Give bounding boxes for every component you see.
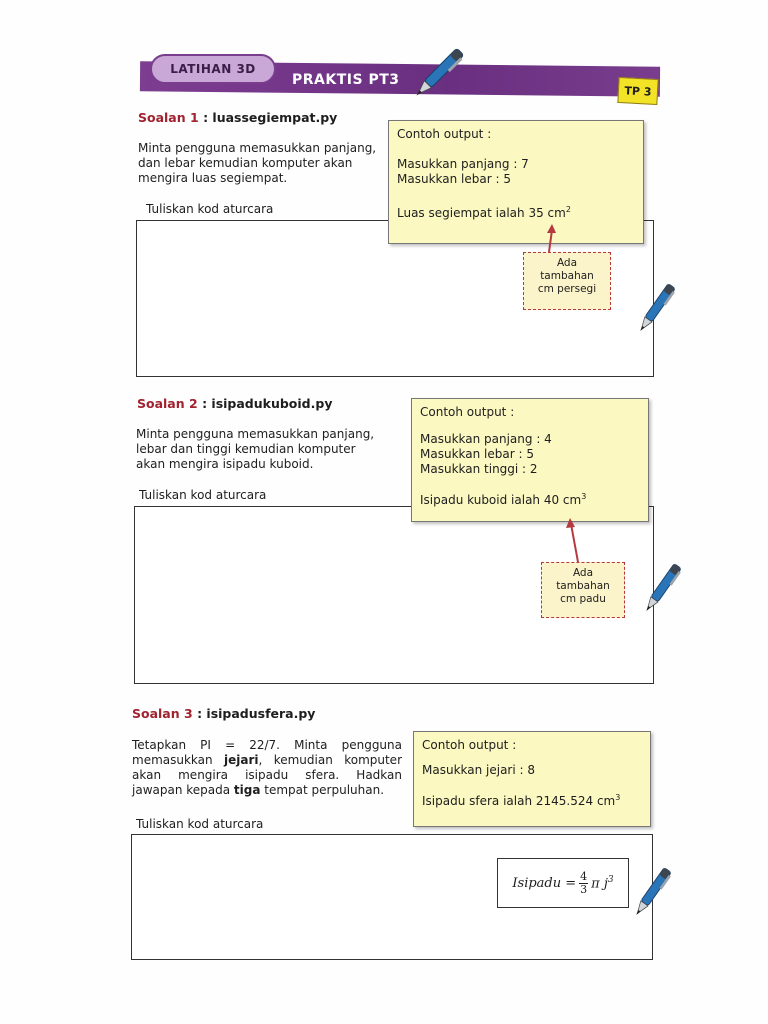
pen-icon	[624, 276, 686, 344]
output-heading: Contoh output :	[397, 127, 492, 141]
output-line: Masukkan lebar : 5	[420, 447, 534, 461]
output-result: Isipadu kuboid ialah 40 $cm^3$	[420, 492, 587, 507]
latihan-tab: LATIHAN 3D	[150, 54, 276, 84]
output-result: Isipadu sfera ialah 2145.524 $cm^3$	[422, 793, 621, 808]
question-3-label: Soalan 3	[132, 706, 193, 721]
pen-icon	[620, 858, 682, 930]
question-2-desc-line: Minta pengguna memasukkan panjang,	[136, 427, 375, 441]
question-3-title	[132, 706, 315, 721]
question-1-title	[138, 110, 337, 125]
question-2-file: : isipadukuboid.py	[202, 396, 333, 411]
output-line: Masukkan tinggi : 2	[420, 462, 538, 476]
pen-icon	[402, 40, 472, 110]
pen-icon	[630, 556, 692, 624]
header-title: PRAKTIS PT3	[292, 72, 400, 88]
question-1-description	[138, 141, 376, 186]
question-1-desc-line: mengira luas segiempat.	[138, 171, 288, 185]
question-1-write-label: Tuliskan kod aturcara	[146, 202, 274, 216]
question-2-description	[136, 427, 374, 472]
question-2-desc-line: akan mengira isipadu kuboid.	[136, 457, 314, 471]
output-line: Masukkan panjang : 4	[420, 432, 552, 446]
question-3-file: : isipadusfera.py	[197, 706, 316, 721]
output-result: Luas segiempat ialah 35 $cm^2$	[397, 205, 571, 220]
question-2-write-label: Tuliskan kod aturcara	[139, 488, 267, 502]
volume-formula: Isipadu = $\frac{4}{3}$ π $j^3$	[497, 858, 629, 908]
output-line: Masukkan panjang : 7	[397, 157, 529, 171]
question-2-output-box	[411, 398, 649, 522]
question-1-desc-line: Minta pengguna memasukkan panjang,	[138, 141, 377, 155]
question-3-description: Tetapkan PI = 22/7. Minta pengguna memasukkan jejari, kemudian komputer akan mengira isipadu sfera. Hadkan jawapan kepada tiga tempat perpuluhan.	[132, 738, 403, 797]
question-1-note: Ada tambahan cm persegi	[523, 252, 611, 310]
question-3-write-label: Tuliskan kod aturcara	[136, 817, 264, 831]
output-line: Masukkan jejari : 8	[422, 763, 536, 777]
output-line: Masukkan lebar : 5	[397, 172, 511, 186]
output-heading: Contoh output :	[420, 405, 515, 419]
question-2-arrow	[565, 518, 585, 564]
tp-badge: TP 3	[617, 77, 658, 105]
question-1-arrow	[540, 224, 560, 254]
question-2-note: Ada tambahan cm padu	[541, 562, 625, 618]
question-1-label: Soalan 1	[138, 110, 199, 125]
question-2-label: Soalan 2	[137, 396, 198, 411]
output-heading: Contoh output :	[422, 738, 517, 752]
question-2-title	[137, 396, 332, 411]
question-2-desc-line: lebar dan tinggi kemudian komputer	[136, 442, 356, 456]
question-1-output-box	[388, 120, 644, 244]
question-3-output-box	[413, 731, 651, 827]
question-1-file: : luassegiempat.py	[203, 110, 338, 125]
question-1-desc-line: dan lebar kemudian komputer akan	[138, 156, 353, 170]
